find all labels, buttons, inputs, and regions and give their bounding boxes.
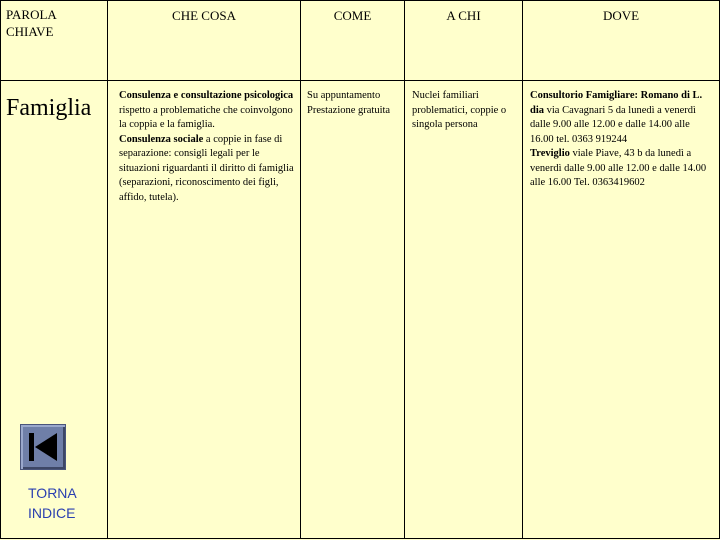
torna-indice-link[interactable] <box>28 483 77 523</box>
back-button[interactable] <box>20 424 66 470</box>
torna-label: TORNA <box>28 485 77 501</box>
dove-text-2: viale Piave, 43 b da lunedì a venerdì dalle 9.00 alle 12.00 e dalle 14.00 alle 16.00 Tel. 0363419602 <box>530 148 707 188</box>
keyword-cell <box>1 81 108 539</box>
dove-cell <box>523 81 720 539</box>
header-a-chi: A CHI <box>405 1 523 81</box>
header-chiave-label: CHIAVE <box>6 24 54 39</box>
a-chi-text: Nuclei familiari problematici, coppie o singola persona <box>412 90 507 130</box>
dove-text-1: via Cavagnari 5 da lunedì a venerdì dalle 9.00 alle 12.00 e dalle 14.00 alle 16.00 tel. 0363 919244 <box>530 104 696 145</box>
che-cosa-text <box>108 81 300 205</box>
dove-bold-2: Treviglio <box>530 148 570 159</box>
indice-label: INDICE <box>28 505 76 521</box>
header-parola-chiave <box>1 1 108 81</box>
che-cosa-text-2: a coppie in fase di separazione: consigli legali per le situazioni riguardanti il diritto di famiglia (separazioni, riconoscimento dei figli, affido, tutela). <box>119 133 294 203</box>
che-cosa-text-1: rispetto a problematiche che coinvolgono la coppia e la famiglia. <box>119 104 293 130</box>
header-parola-label: PAROLA <box>6 7 57 22</box>
che-cosa-bold-2: Consulenza sociale <box>119 133 204 145</box>
come-cell <box>301 81 405 539</box>
skip-back-icon <box>21 425 65 469</box>
dove-text <box>523 81 719 191</box>
che-cosa-bold-1: Consulenza e consultazione psicologica <box>119 90 294 101</box>
che-cosa-cell <box>108 81 301 539</box>
a-chi-cell <box>405 81 523 539</box>
table-row <box>1 81 720 539</box>
dove-bold-1: Consultorio Famigliare: Romano di L. dia <box>530 90 703 116</box>
keyword-label: Famiglia <box>6 95 92 121</box>
header-row <box>1 1 720 81</box>
come-text: Su appuntamento Prestazione gratuita <box>307 90 391 116</box>
header-che-cosa: CHE COSA <box>108 1 301 81</box>
header-come: COME <box>301 1 405 81</box>
header-dove: DOVE <box>523 1 720 81</box>
